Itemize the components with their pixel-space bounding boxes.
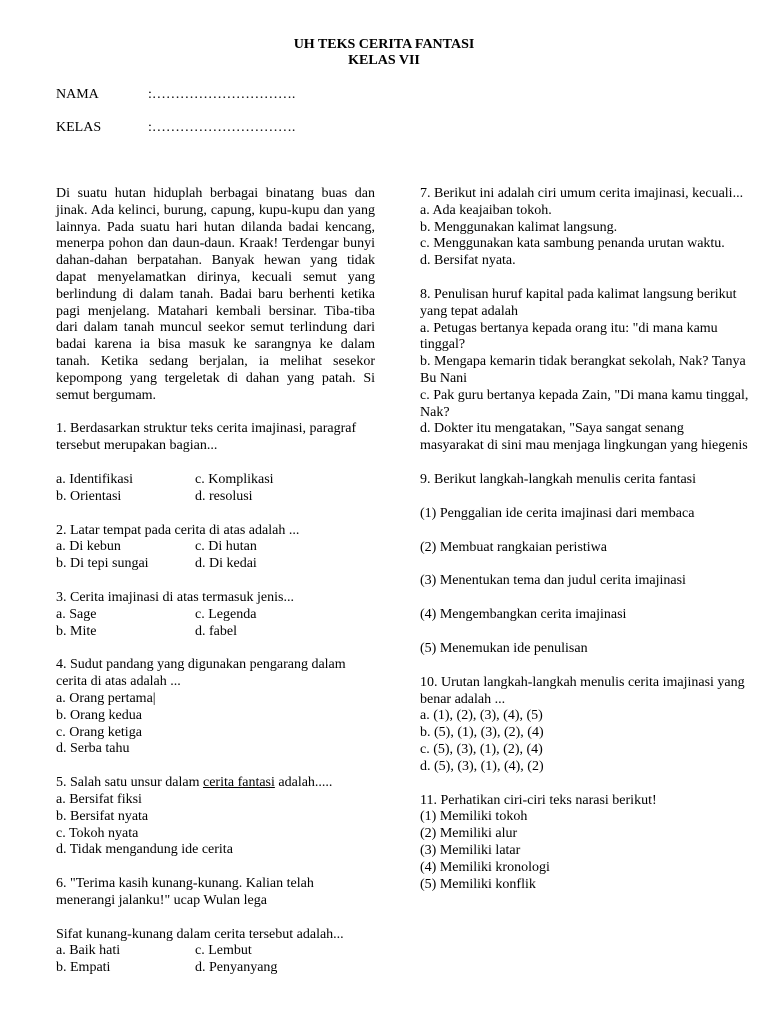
option-b: b. Empati	[56, 960, 111, 976]
option-b: b. Orang kedua	[56, 707, 142, 723]
right-column	[420, 186, 750, 893]
trait-3: (3) Memiliki latar	[420, 842, 521, 858]
question-5-text-start: 5. Salah satu unsur dalam	[56, 775, 203, 791]
question-3	[56, 590, 375, 640]
class-label: KELAS	[56, 120, 102, 135]
trait-5: (5) Memiliki konflik	[420, 876, 536, 892]
option-a: a. Identifikasi	[56, 471, 133, 487]
step-1: (1) Penggalian ide cerita imajinasi dari membaca	[420, 505, 695, 521]
option-b: b. Bersifat nyata	[56, 808, 149, 824]
question-10	[420, 675, 750, 776]
name-blank: :………………………….	[148, 87, 296, 102]
question-1	[56, 421, 375, 505]
question-5-text-end: adalah.....	[274, 775, 333, 791]
name-field	[56, 86, 295, 103]
option-c: c. Menggunakan kata sambung penanda urutan waktu.	[420, 236, 725, 252]
question-8	[420, 287, 750, 455]
step-4: (4) Mengembangkan cerita imajinasi	[420, 607, 627, 623]
name-label: NAMA	[56, 87, 99, 102]
question-7-text: 7. Berikut ini adalah ciri umum cerita imajinasi, kecuali...	[420, 186, 744, 201]
step-2: (2) Membuat rangkaian peristiwa	[420, 539, 607, 555]
option-c: c. Di hutan	[195, 539, 257, 555]
option-a: a. Baik hati	[56, 943, 121, 959]
option-d: d. Penyanyang	[195, 960, 278, 976]
question-7	[420, 186, 750, 270]
question-3-text: 3. Cerita imajinasi di atas termasuk jenis...	[56, 589, 294, 605]
page-subtitle: KELAS VII	[348, 53, 420, 68]
option-d: d. Dokter itu mengatakan, "Saya sangat senang masyarakat di sini mau menjaga lingkungan yang hiegenis	[420, 421, 748, 454]
option-b: b. Orientasi	[56, 488, 122, 504]
question-4-text: 4. Sudut pandang yang digunakan pengarang dalam cerita di atas adalah ...	[56, 657, 346, 690]
option-d: d. Tidak mengandung ide cerita	[56, 842, 233, 858]
option-d: d. fabel	[195, 623, 237, 639]
option-d: d. Bersifat nyata.	[420, 253, 516, 269]
left-column	[56, 186, 375, 977]
class-field	[56, 119, 295, 136]
option-a: a. Bersifat fiksi	[56, 791, 142, 807]
question-9	[420, 472, 750, 658]
option-d: d. Serba tahu	[56, 741, 130, 757]
option-c: c. Orang ketiga	[56, 724, 142, 740]
option-b: b. Di tepi sungai	[56, 556, 149, 572]
question-4	[56, 657, 375, 758]
step-5: (5) Menemukan ide penulisan	[420, 640, 588, 656]
trait-1: (1) Memiliki tokoh	[420, 809, 528, 825]
question-10-text: 10. Urutan langkah-langkah menulis cerita imajinasi yang benar adalah ...	[420, 674, 745, 707]
option-b: b. Mite	[56, 623, 97, 639]
option-a: a. Petugas bertanya kepada orang itu: "di mana kamu tinggal?	[420, 320, 718, 353]
option-a: a. Orang pertama|	[56, 690, 156, 706]
option-c: c. Legenda	[195, 606, 257, 622]
question-6-prompt: Sifat kunang-kunang dalam cerita tersebut adalah...	[56, 926, 344, 942]
question-1-text: 1. Berdasarkan struktur teks cerita imajinasi, paragraf tersebut merupakan bagian...	[56, 421, 357, 454]
question-11	[420, 793, 750, 894]
option-d: d. Di kedai	[195, 556, 257, 572]
option-c: c. Pak guru bertanya kepada Zain, "Di mana kamu tinggal, Nak?	[420, 387, 749, 420]
question-8-text: 8. Penulisan huruf kapital pada kalimat langsung berikut yang tepat adalah	[420, 286, 737, 319]
option-a: a. Di kebun	[56, 539, 121, 555]
option-d: d. resolusi	[195, 488, 253, 504]
question-5-text	[56, 775, 375, 792]
underlined-term: cerita fantasi	[202, 775, 275, 791]
option-c: c. (5), (3), (1), (2), (4)	[420, 741, 543, 757]
class-blank: :………………………….	[148, 120, 296, 135]
option-a: a. Ada keajaiban tokoh.	[420, 202, 552, 218]
option-a: a. Sage	[56, 606, 97, 622]
option-b: b. Menggunakan kalimat langsung.	[420, 219, 618, 235]
question-6	[56, 876, 375, 977]
trait-4: (4) Memiliki kronologi	[420, 859, 550, 875]
question-5	[56, 775, 375, 859]
option-b: b. (5), (1), (3), (2), (4)	[420, 725, 544, 741]
option-d: d. (5), (3), (1), (4), (2)	[420, 758, 544, 774]
option-c: c. Tokoh nyata	[56, 825, 139, 841]
option-c: c. Lembut	[195, 943, 252, 959]
question-9-text: 9. Berikut langkah-langkah menulis cerita fantasi	[420, 471, 697, 487]
story-passage: Di suatu hutan hiduplah berbagai binatang buas dan jinak. Ada kelinci, burung, capung, kupu-kupu dan yang lainnya. Pada suatu hari hutan dilanda badai kencang, menerpa pohon dan daun-daun. Kraak! Terdengar bunyi dahan-dahan berpatahan. Banyak hewan yang tidak dapat menyelamatkan dirinya, kecuali semut yang berlindung di dalam tanah. Badai baru berhenti ketika pagi menjelang. Matahari kembali bersinar. Tiba-tiba dari dalam tanah muncul seekor semut terlindung dari badai karena ia bisa masuk ke sarangnya ke dalam tanah. Ketika sedang berjalan, ia melihat sesekor kepompong yang tergeletak di dahan yang patah. Si semut bergumam.	[56, 186, 375, 403]
question-2	[56, 523, 375, 573]
step-3: (3) Menentukan tema dan judul cerita imajinasi	[420, 573, 686, 589]
question-11-text: 11. Perhatikan ciri-ciri teks narasi berikut!	[420, 792, 657, 808]
question-6-text: 6. "Terima kasih kunang-kunang. Kalian telah menerangi jalanku!" ucap Wulan lega	[56, 876, 314, 908]
option-c: c. Komplikasi	[195, 471, 274, 487]
trait-2: (2) Memiliki alur	[420, 826, 518, 842]
option-b: b. Mengapa kemarin tidak berangkat sekolah, Nak? Tanya Bu Nani	[420, 354, 746, 386]
question-2-text: 2. Latar tempat pada cerita di atas adalah ...	[56, 522, 300, 538]
option-a: a. (1), (2), (3), (4), (5)	[420, 708, 543, 724]
page-title: UH TEKS CERITA FANTASI	[293, 37, 475, 52]
